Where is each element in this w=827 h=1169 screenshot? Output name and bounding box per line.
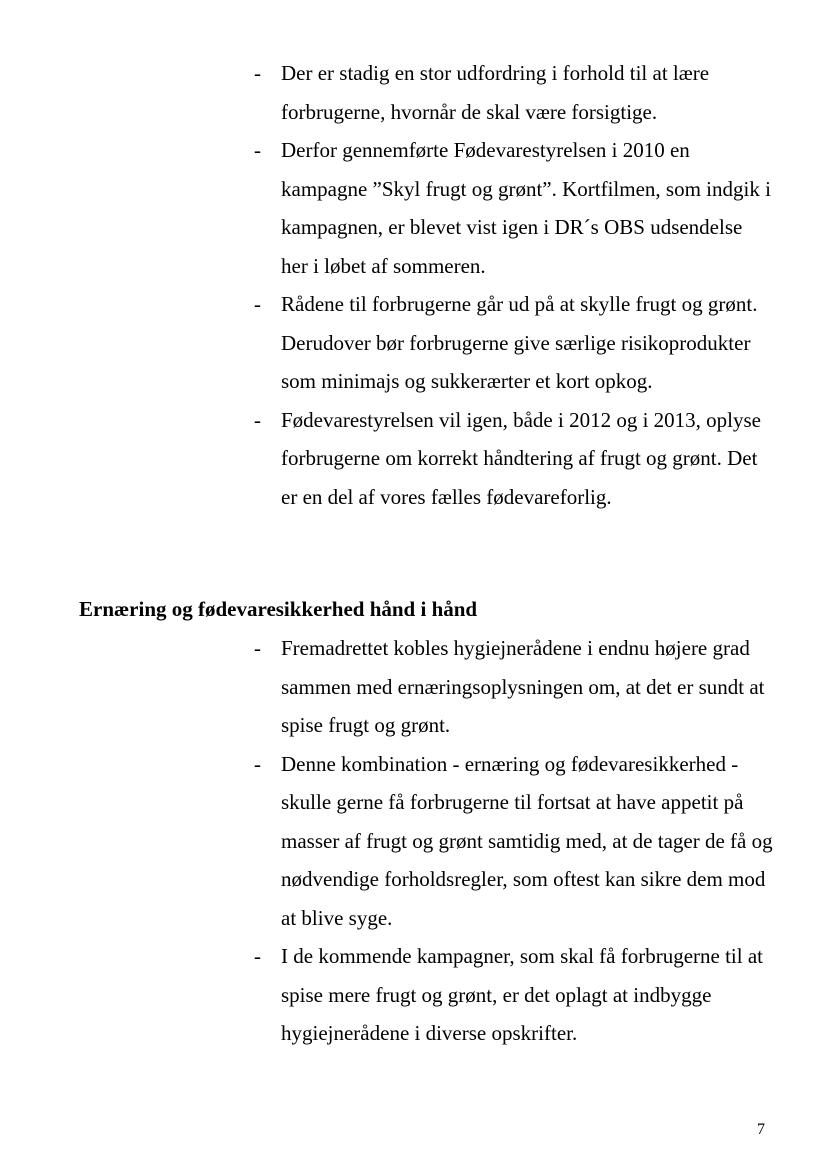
list-item-text: Denne kombination - ernæring og fødevaresikkerhed - skulle gerne få forbrugerne til fortsat at have appetit på masser af frugt og grønt samtidig med, at de tager de få og nødvendige forholdsregler, som oftest kan sikre dem mod at blive syge. xyxy=(281,751,773,930)
bullet-dash: - xyxy=(254,407,261,432)
list-item xyxy=(254,285,774,401)
bullet-dash: - xyxy=(254,751,261,776)
list-item xyxy=(254,401,774,517)
bullet-list-food-safety-campaign xyxy=(254,54,774,516)
list-item-text: Rådene til forbrugerne går ud på at skylle frugt og grønt. Derudover bør forbrugerne give særlige risikoprodukter som minimajs og sukkerærter et kort opkog. xyxy=(281,292,758,393)
bullet-list-nutrition-and-safety xyxy=(254,629,774,1053)
list-item-text: Derfor gennemførte Fødevarestyrelsen i 2010 en kampagne ”Skyl frugt og grønt”. Kortfilmen, som indgik i kampagnen, er blevet vist igen i DR´s OBS udsendelse her i løbet af sommeren. xyxy=(281,138,771,278)
bullet-dash: - xyxy=(254,944,261,968)
list-item xyxy=(254,54,774,131)
bullet-dash: - xyxy=(254,292,261,316)
section-heading: Ernæring og fødevaresikkerhed hånd i hånd xyxy=(79,597,478,621)
page-number: 7 xyxy=(757,1121,765,1138)
list-item xyxy=(254,131,774,285)
list-item xyxy=(254,629,774,745)
bullet-dash: - xyxy=(254,138,261,162)
list-item xyxy=(254,937,774,1053)
list-item xyxy=(254,745,774,938)
list-item-text: Fødevarestyrelsen vil igen, både i 2012 og i 2013, oplyse forbrugerne om korrekt håndtering af frugt og grønt. Det er en del af vores fælles fødevareforlig. xyxy=(281,407,761,509)
bullet-dash: - xyxy=(254,61,261,85)
list-item-text: Fremadrettet kobles hygiejnerådene i endnu højere grad sammen med ernæringsoplysningen om, at det er sundt at spise frugt og grønt. xyxy=(281,636,765,737)
list-item-text: Der er stadig en stor udfordring i forhold til at lære forbrugerne, hvornår de skal være forsigtige. xyxy=(281,61,710,124)
bullet-dash: - xyxy=(254,636,261,660)
list-item-text: I de kommende kampagner, som skal få forbrugerne til at spise mere frugt og grønt, er det oplagt at indbygge hygiejnerådene i diverse opskrifter. xyxy=(281,944,763,1045)
